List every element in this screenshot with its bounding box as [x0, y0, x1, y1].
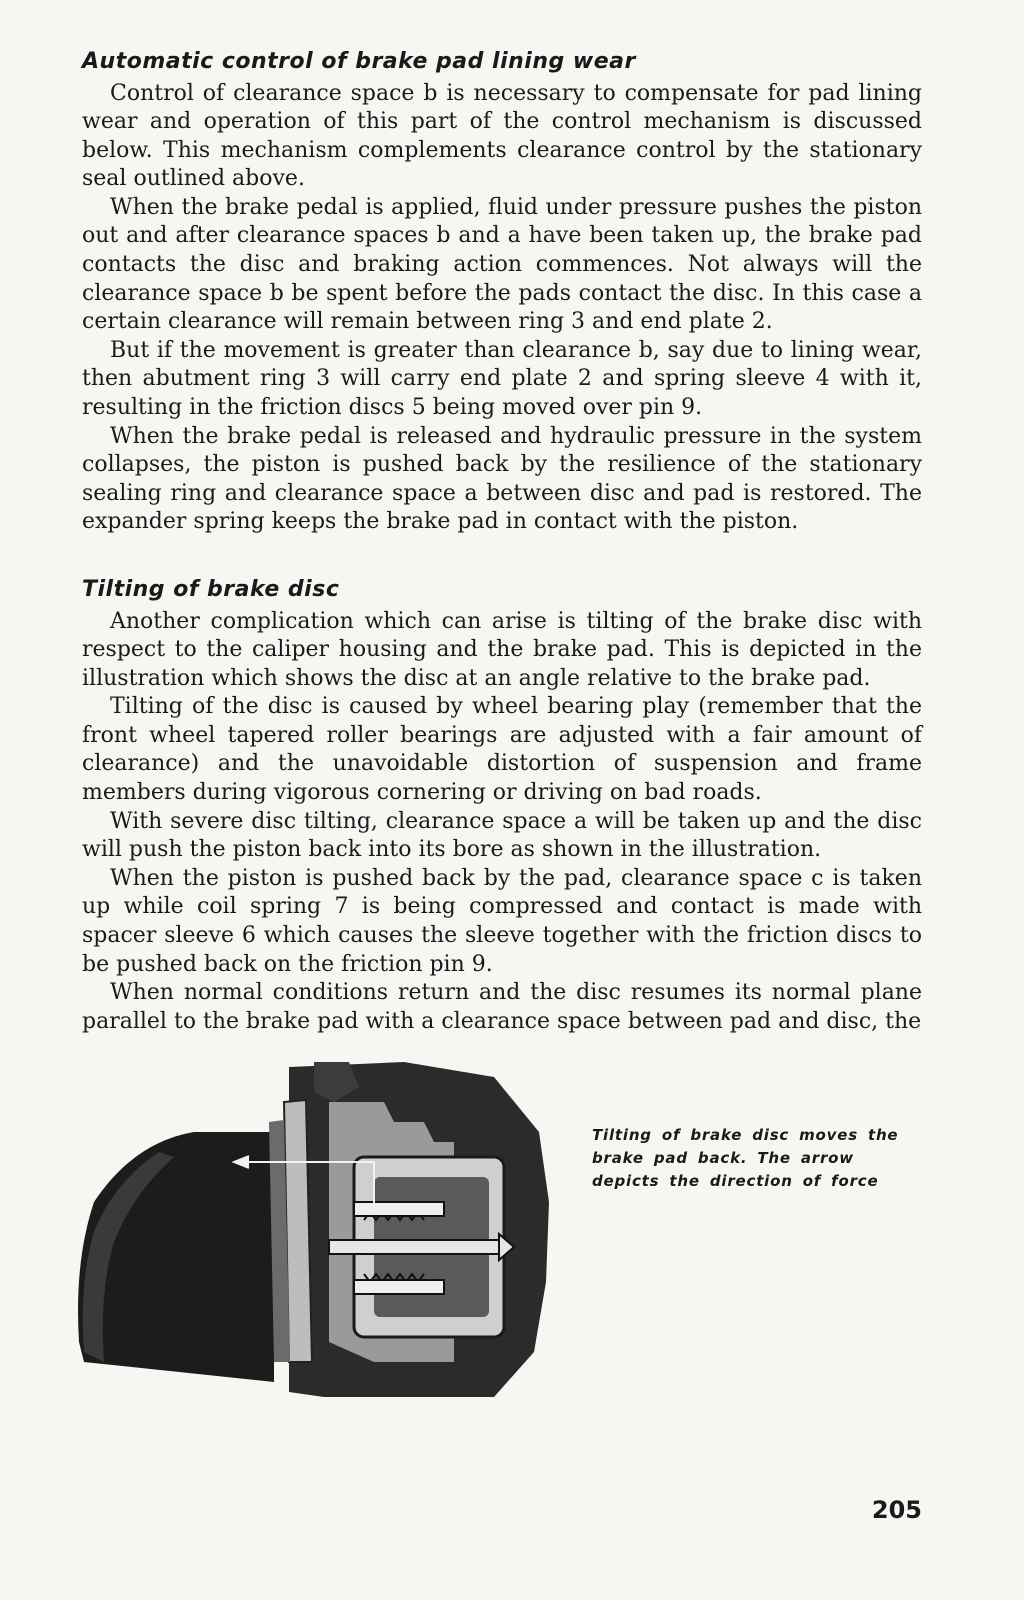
paragraph: When the brake pedal is released and hydraulic pressure in the system collapses, the piston is pushed back by the resilience of the stationary sealing ring and clearance space a between disc and pad is restored. The expander spring keeps the brake pad in contact with the piston. — [82, 423, 922, 535]
section-heading: Automatic control of brake pad lining wear — [82, 49, 636, 74]
page-number: 205 — [871, 1496, 922, 1524]
paragraph: When normal conditions return and the disc resumes its normal plane parallel to the brake pad with a clearance space between pad and disc, the — [82, 980, 922, 1034]
paragraph: When the piston is pushed back by the pad, clearance space c is taken up while coil spring 7 is being compressed and contact is made with spacer sleeve 6 which causes the sleeve together with the friction discs to be pushed back on the friction pin 9. — [82, 865, 922, 977]
paragraph: Control of clearance space b is necessary to compensate for pad lining wear and operation of this part of the control mechanism is discussed below. This mechanism complements clearance control by the stationary seal outlined above. — [82, 80, 922, 192]
section-brake-pad-wear — [82, 48, 922, 537]
friction-pin — [329, 1240, 499, 1254]
brake-caliper-illustration — [74, 1062, 564, 1412]
spacer-sleeve — [354, 1202, 444, 1216]
paragraph: But if the movement is greater than clearance b, say due to lining wear, then abutment ring 3 will carry end plate 2 and spring sleeve 4 with it, resulting in the friction discs 5 being moved over pin 9. — [82, 337, 922, 421]
section-heading: Tilting of brake disc — [82, 577, 340, 602]
section-disc-tilting — [82, 576, 922, 1036]
figure-caption: Tilting of brake disc moves the brake pad back. The arrow depicts the direction of force — [592, 1126, 899, 1190]
paragraph: Another complication which can arise is tilting of the brake disc with respect to the caliper housing and the brake pad. This is depicted in the illustration which shows the disc at an angle relative to the brake pad. — [82, 608, 922, 691]
paragraph: With severe disc tilting, clearance space a will be taken up and the disc will push the piston back into its bore as shown in the illustration. — [82, 808, 922, 863]
paragraph: Tilting of the disc is caused by wheel bearing play (remember that the front wheel tapered roller bearings are adjusted with a fair amount of clearance) and the unavoidable distortion of suspension and frame members during vigorous cornering or driving on bad roads. — [82, 694, 922, 806]
paragraph: When the brake pedal is applied, fluid under pressure pushes the piston out and after clearance spaces b and a have been taken up, the brake pad contacts the disc and braking action commences. Not always will the clearance space b be spent before the pads contact the disc. In this case a certain clearance will remain between ring 3 and end plate 2. — [82, 194, 922, 335]
spring-sleeve — [354, 1280, 444, 1294]
